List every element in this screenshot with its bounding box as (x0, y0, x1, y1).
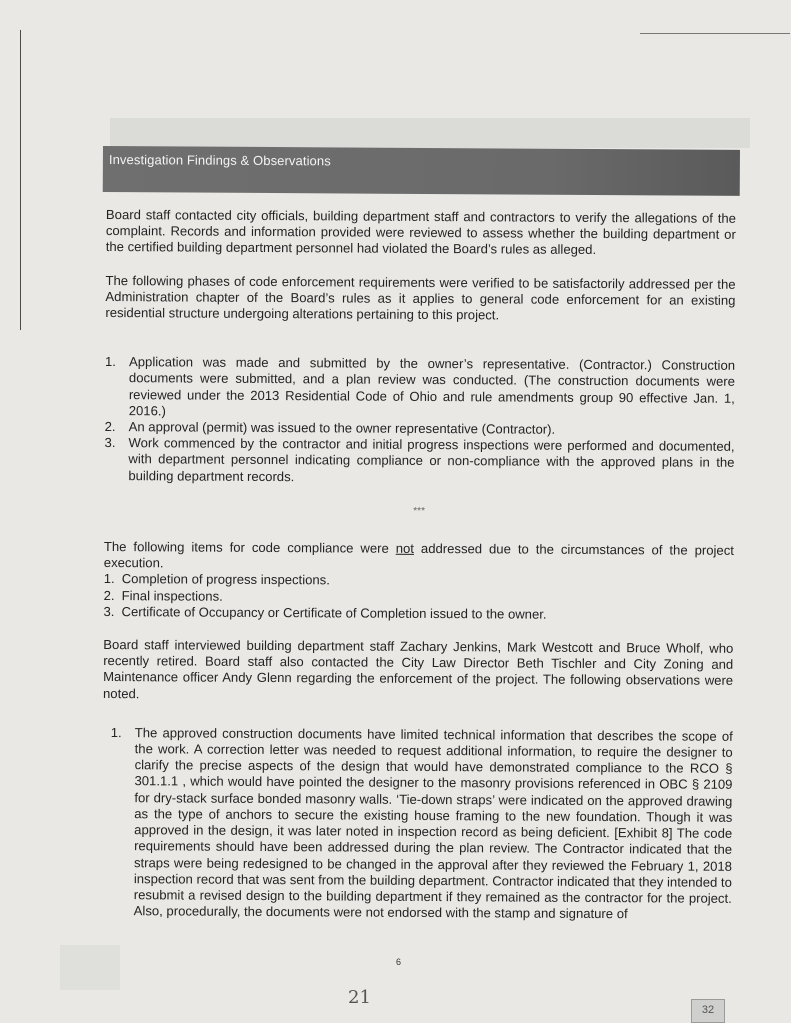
intro-paragraph-2: The following phases of code enforcement requirements were verified to be satisfactorily addressed per the Administration chapter of the Board’s rules as it applies to general code enforcement for an existing residential structure undergoing alterations pertaining to this project. (105, 272, 736, 323)
section-banner (103, 146, 740, 196)
not-addressed-lead: The following items for code compliance were not addressed due to the circumstances of the project execution. (103, 539, 734, 571)
list-item: 1. Application was made and submitted by the owner’s representative. (Contractor.) Construction documents were submitted, and a plan review was conducted. (The construction documents were reviewed under the 2013 Residential Code of Ohio and rule amendments group 90 effective Jan. 1, 2016.) (105, 354, 736, 419)
intro-paragraph-1: Board staff contacted city officials, building department staff and contractors to verify the allegations of the complaint. Records and information provided were reviewed to assess whether the building department or the certified building department personnel had violated the Board’s rules as alleged. (105, 207, 736, 258)
list-item: 3. Work commenced by the contractor and initial progress inspections were performed and documented, with department personnel indicating compliance or non-compliance with the approved plans in the building department records. (104, 435, 735, 484)
handwritten-mark: 21 (348, 987, 371, 1008)
section-title: Investigation Findings & Observations (108, 152, 331, 169)
list-item: 1. The approved construction documents have limited technical information that describes the scope of the work. A correction letter was needed to request additional information, to require the designer to clarify the precise aspects of the design that would have demonstrated compliance to the RCO § 301.1.1 , which would have pointed the designer to the masonry provisions referenced in OBC § 2109 for dry-stack surface bonded masonry walls. ‘Tie-down straps’ were indicated on the approved drawing as the type of anchors to secure the existing house framing to the new foundation. Though it was approved in the design, it was later noted in inspection record as being deficient. [Exhibit 8] The code requirements should have been addressed during the plan review. The Contractor indicated that the straps were being redesigned to be changed in the approval after they reviewed the February 1, 2018 inspection record that was sent from the building department. Contractor indicated that they intended to resubmit a revised design to the building department if they remained as the contractor for the project. Also, procedurally, the documents were not endorsed with the stamp and signature of (110, 724, 733, 922)
interview-paragraph: Board staff interviewed building department staff Zachary Jenkins, Mark Westcott and Bruce Wholf, who recently retired. Board staff also contacted the City Law Director Beth Tischler and City Zoning and Maintenance officer Andy Glenn regarding the enforcement of the project. The following observations were noted. (102, 637, 734, 701)
body-text (102, 207, 736, 923)
scan-smudge (60, 945, 120, 990)
list-item: 3. Certificate of Occupancy or Certificate of Completion issued to the owner. (103, 603, 547, 622)
list-item: 2. Final inspections. (103, 587, 223, 604)
list-item: 1. Completion of progress inspections. (103, 571, 330, 588)
margin-rule (20, 30, 21, 330)
not-addressed-list (103, 571, 733, 623)
observations-list (102, 725, 733, 923)
section-separator: *** (413, 505, 426, 517)
list-item: 2. An approval (permit) was issued to the owner representative (Contractor). (104, 419, 556, 437)
top-rule (640, 33, 790, 34)
bleed-through-shadow (110, 118, 750, 148)
bates-stamp: 32 (691, 999, 725, 1023)
phases-list (104, 354, 735, 487)
page-number: 6 (396, 957, 402, 967)
